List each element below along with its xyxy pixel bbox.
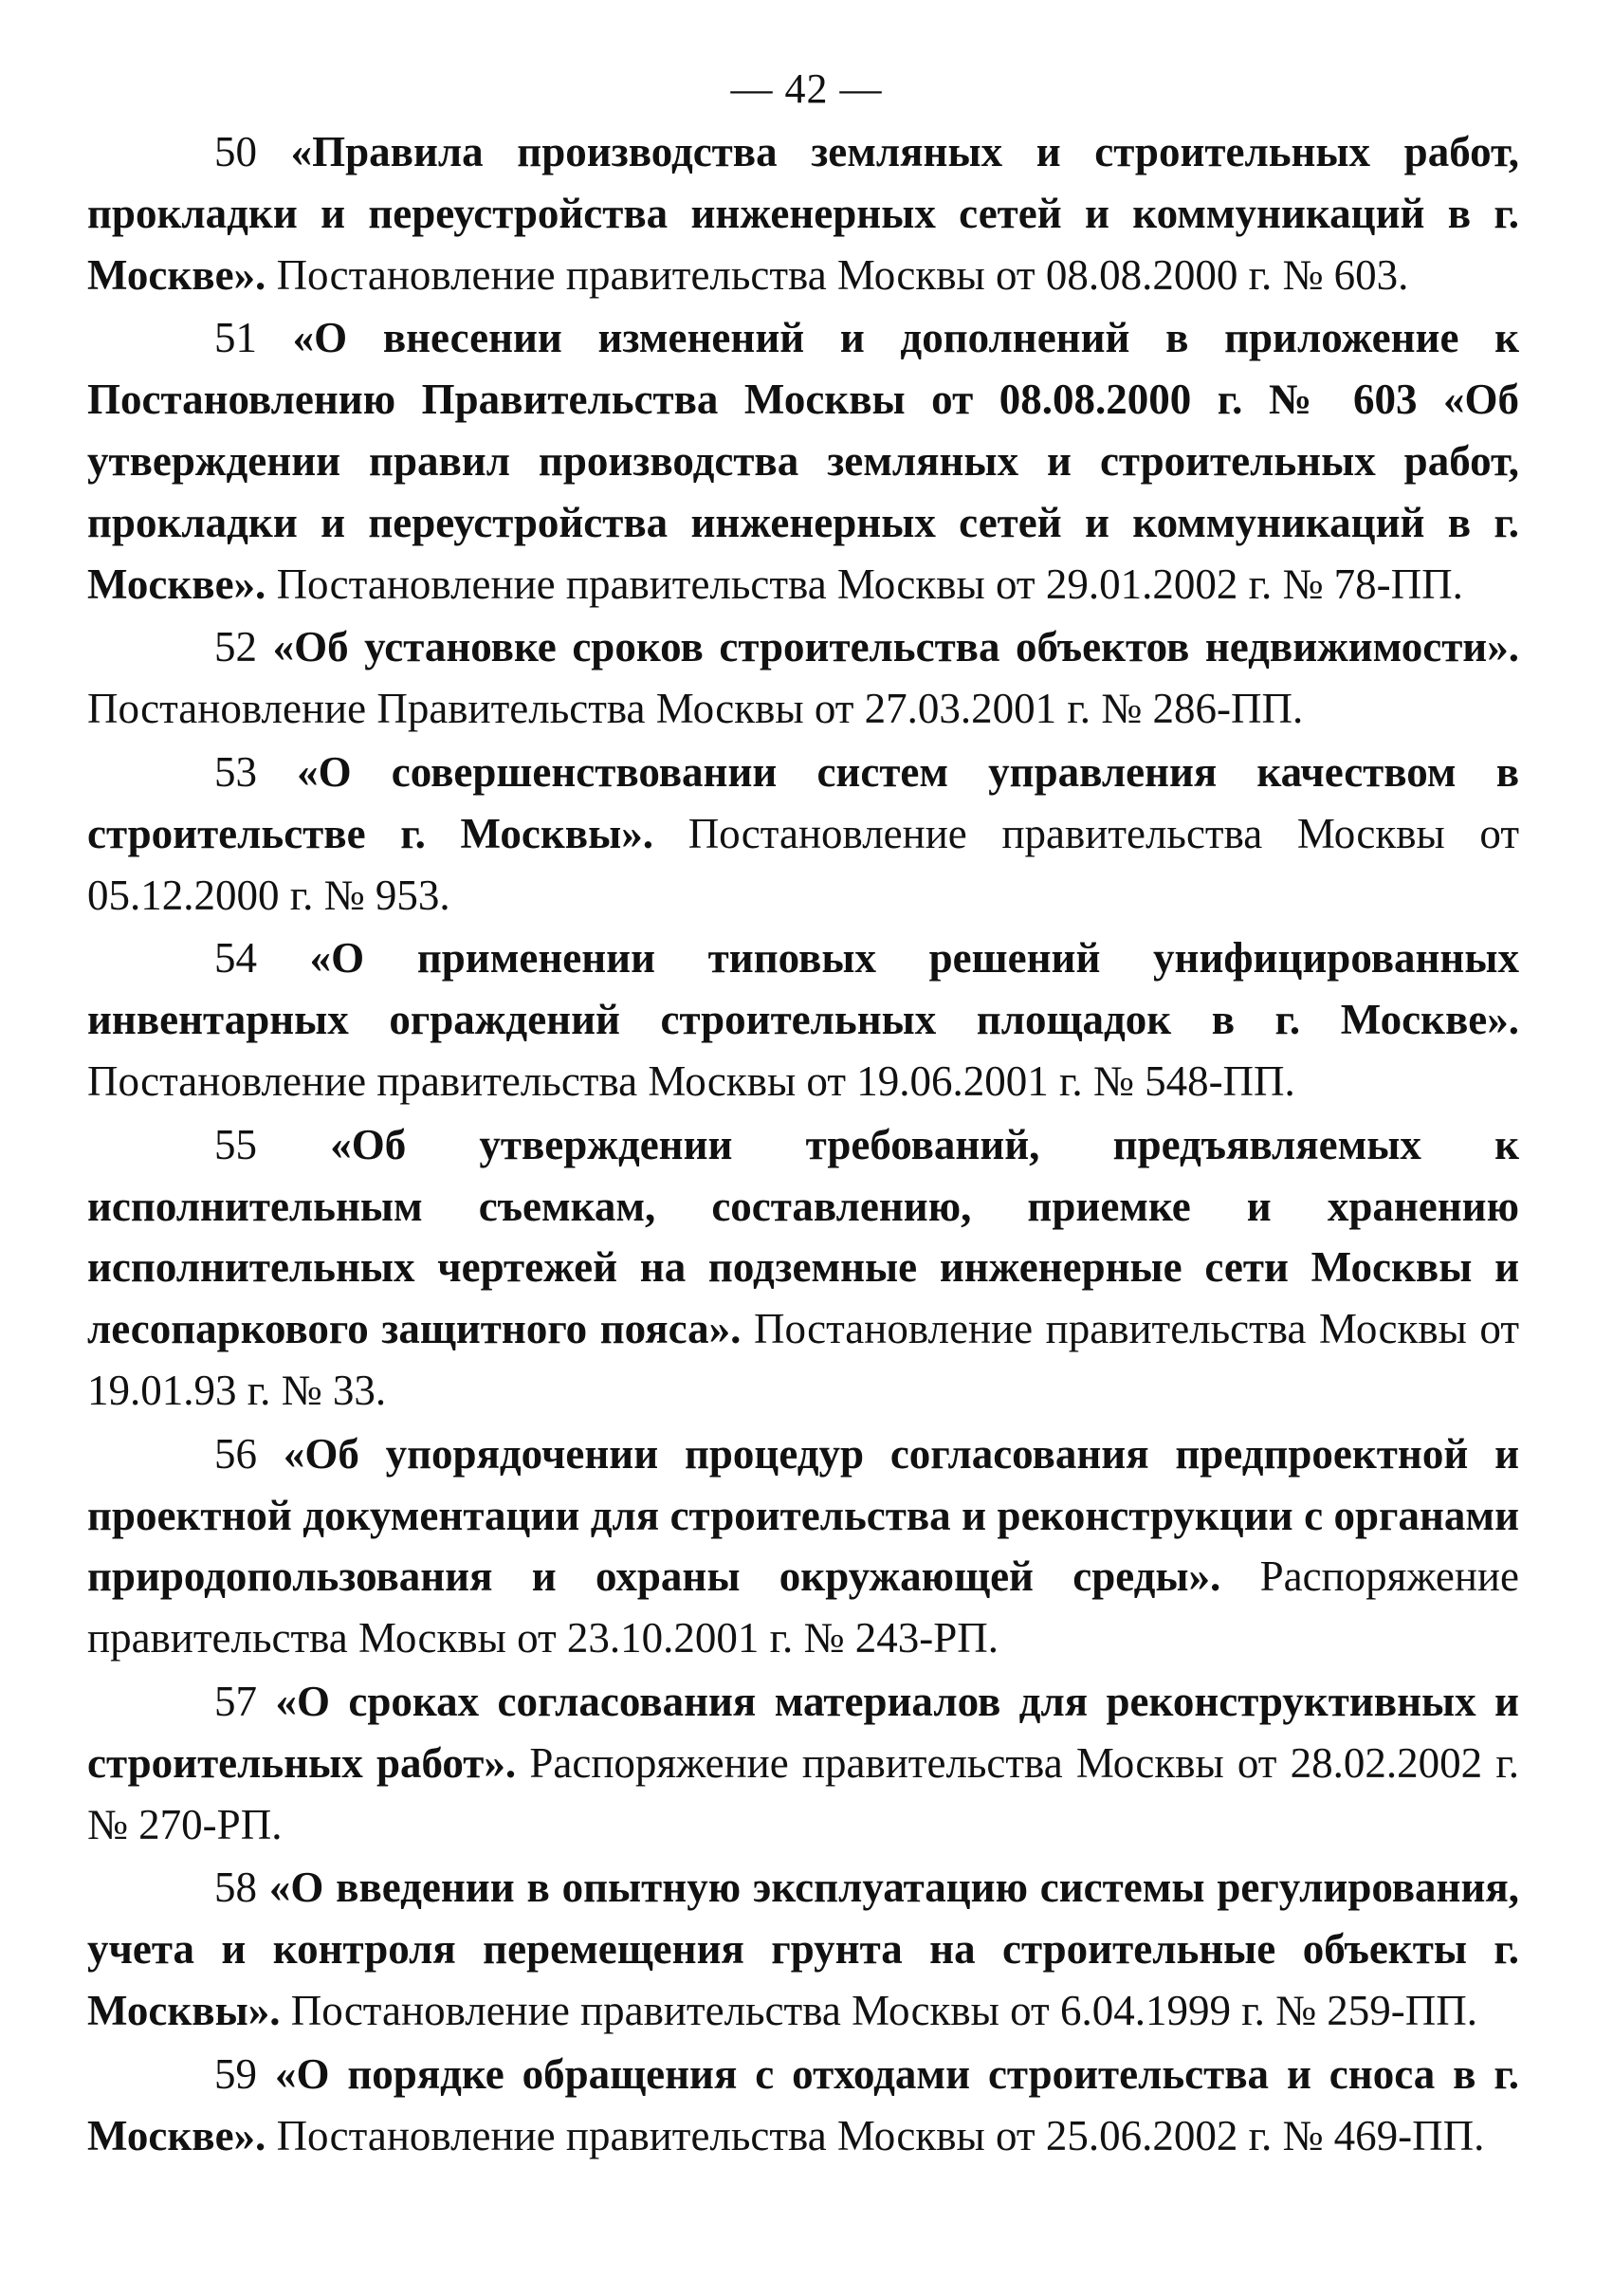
entry-number: 52	[214, 623, 257, 671]
entry-number: 58	[214, 1864, 257, 1912]
reference-entry-55	[87, 1114, 1519, 1422]
reference-entry-58	[87, 1857, 1519, 2041]
entry-source: Постановление правительства Москвы от 19.06.2001 г. № 548-ПП.	[87, 1056, 1295, 1105]
entry-source: Постановление правительства Москвы от 08.08.2000 г. № 603.	[276, 250, 1409, 299]
reference-entry-51	[87, 307, 1519, 615]
entry-number: 57	[214, 1677, 257, 1725]
entry-number: 50	[214, 128, 257, 175]
entry-title: «Правила производства земляных и строительных работ, прокладки и переустройства инженерных сетей и коммуникаций в г. Москве».	[87, 128, 1519, 299]
entry-source: Постановление правительства Москвы от 25.06.2002 г. № 469-ПП.	[276, 2111, 1485, 2159]
reference-entry-52	[87, 616, 1519, 740]
entry-title: «Об установке сроков строительства объектов недвижимости».	[272, 623, 1519, 671]
entry-source: Распоряжение правительства Москвы от 28.02.2002 г. № 270-РП.	[87, 1738, 1519, 1848]
entry-title: «О порядке обращения с отходами строительства и сноса в г. Москве».	[87, 2049, 1520, 2159]
entry-source: Постановление правительства Москвы от 29.01.2002 г. № 78-ПП.	[276, 560, 1463, 608]
entry-title: «О внесении изменений и дополнений в приложение к Постановлению Правительства Москвы от 08.08.2000 г. № 603 «Об утверждении правил производства земляных и строительных работ, прокладки и переустройства инженерных сетей и коммуникаций в г. Москве».	[87, 314, 1519, 608]
entry-title: «Об упорядочении процедур согласования предпроектной и проектной документации для строительства и реконструкции с органами природопользования и охраны окружающей среды».	[87, 1429, 1520, 1601]
entry-title: «О совершенствовании систем управления качеством в строительстве г. Москвы».	[87, 747, 1519, 857]
entry-number: 59	[214, 2049, 257, 2098]
entry-title: «О сроках согласования материалов для реконструктивных и строительных работ».	[87, 1677, 1519, 1787]
entry-source: Постановление Правительства Москвы от 27.03.2001 г. № 286-ПП.	[87, 685, 1304, 733]
entry-source: Постановление правительства Москвы от 05.12.2000 г. № 953.	[87, 809, 1519, 919]
reference-entry-56	[87, 1424, 1519, 1669]
reference-list	[87, 121, 1519, 2168]
entry-source: Постановление правительства Москвы от 6.04.1999 г. № 259-ПП.	[290, 1986, 1478, 2034]
reference-entry-57	[87, 1671, 1519, 1855]
entry-title: «О применении типовых решений унифицированных инвентарных ограждений строительных площадок в г. Москве».	[87, 934, 1519, 1044]
entry-source: Постановление правительства Москвы от 19.01.93 г. № 33.	[87, 1305, 1519, 1414]
reference-entry-59	[87, 2044, 1519, 2167]
reference-entry-54	[87, 928, 1519, 1111]
entry-title: «О введении в опытную эксплуатацию системы регулирования, учета и контроля перемещения грунта на строительные объекты г. Москвы».	[87, 1864, 1519, 2034]
entry-title: «Об утверждении требований, предъявляемых к исполнительным съемкам, составлению, приемке и хранению исполнительных чертежей на подземные инженерные сети Москвы и лесопаркового защитного пояса».	[87, 1120, 1520, 1353]
entry-source: Распоряжение правительства Москвы от 23.10.2001 г. № 243-РП.	[87, 1552, 1519, 1662]
entry-number: 56	[214, 1429, 257, 1478]
reference-entry-50	[87, 121, 1519, 305]
page-number: — 42 —	[730, 65, 883, 112]
entry-number: 54	[214, 934, 257, 983]
entry-number: 53	[214, 747, 257, 796]
entry-number: 55	[214, 1120, 257, 1168]
entry-number: 51	[214, 314, 257, 362]
reference-entry-53	[87, 742, 1519, 926]
